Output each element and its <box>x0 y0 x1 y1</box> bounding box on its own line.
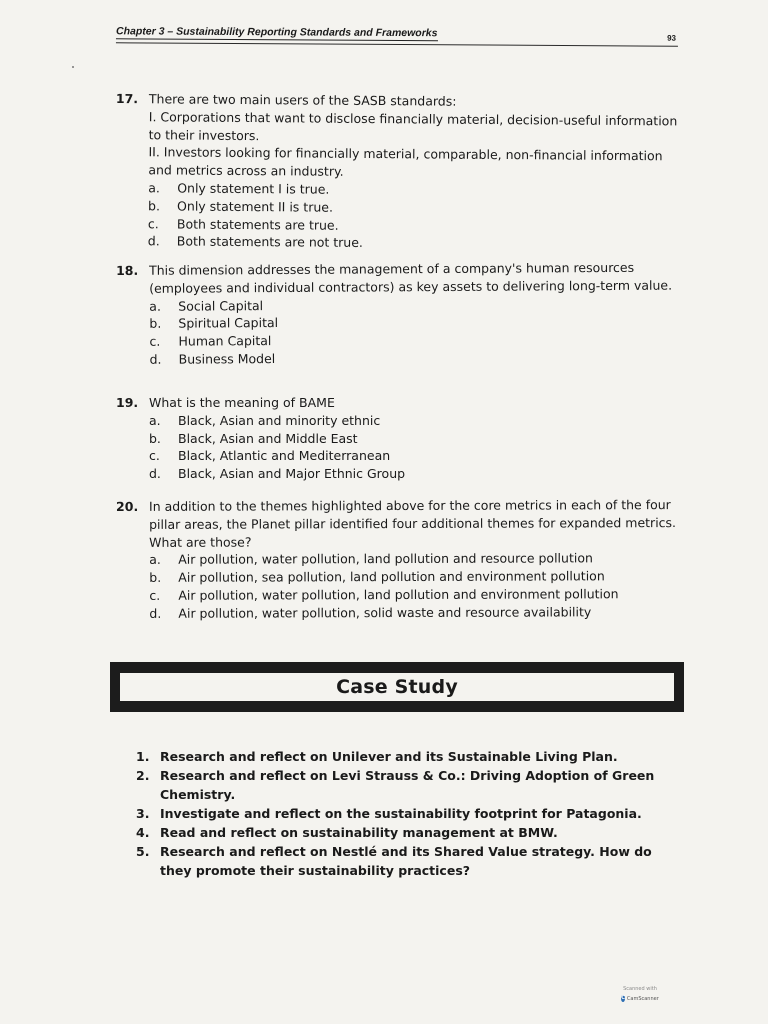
case-item-number: 2. <box>136 768 150 783</box>
case-study-item <box>136 842 676 880</box>
option-letter: c. <box>149 333 161 349</box>
option-letter: a. <box>149 552 161 568</box>
question-text: In addition to the themes highlighted above for the core metrics in each of the four pillar areas, the Planet pillar identified four additional themes for expanded metrics. What are those? <box>149 497 677 550</box>
options-list <box>148 179 682 254</box>
option-d <box>148 233 681 255</box>
case-item-text: Investigate and reflect on the sustainability footprint for Patagonia. <box>160 806 642 821</box>
case-study-list <box>136 747 676 880</box>
case-item-text: Read and reflect on sustainability management at BMW. <box>160 825 558 840</box>
case-study-item <box>136 747 676 766</box>
scanner-label: CamScanner <box>626 995 659 1002</box>
question-19 <box>116 394 682 483</box>
case-item-number: 4. <box>136 825 150 840</box>
option-text: Only statement I is true. <box>177 180 330 197</box>
option-letter: d. <box>149 605 162 621</box>
scanner-top-text: Scanned with <box>623 986 657 992</box>
option-letter: b. <box>148 198 161 214</box>
case-study-item <box>136 804 676 823</box>
option-letter: b. <box>149 430 161 446</box>
page-number: 93 <box>667 33 677 43</box>
option-c <box>149 447 682 465</box>
question-number: 20. <box>116 498 139 514</box>
option-text: Business Model <box>178 351 276 367</box>
option-letter: b. <box>149 570 162 586</box>
question-text: This dimension addresses the management of a company's human resources (employees and individual contractors) as key assets to delivering long-term value. <box>149 259 673 296</box>
option-b <box>149 430 682 448</box>
statement-1: I. Corporations that want to disclose financially material, decision-useful information to their investors. <box>148 109 678 143</box>
case-study-item <box>136 766 676 804</box>
case-item-text: Research and reflect on Nestlé and its Shared Value strategy. How do they promote their sustainability practices? <box>160 844 652 878</box>
option-text: Social Capital <box>178 297 264 314</box>
camscanner-logo-icon: C <box>621 995 625 1001</box>
scan-speck <box>72 66 74 68</box>
option-text: Black, Asian and Middle East <box>178 430 358 446</box>
question-number: 19. <box>116 395 139 410</box>
case-item-number: 5. <box>136 844 150 859</box>
option-text: Human Capital <box>178 333 272 349</box>
case-item-text: Research and reflect on Levi Strauss & Co.: Driving Adoption of Green Chemistry. <box>160 768 655 802</box>
option-letter: a. <box>149 412 161 428</box>
case-item-number: 3. <box>136 806 150 821</box>
question-number: 18. <box>116 262 139 278</box>
option-text: Air pollution, water pollution, land pollution and resource pollution <box>178 550 593 568</box>
option-b <box>149 567 682 587</box>
statement-2: II. Investors looking for financially material, comparable, non-financial information and metrics across an industry. <box>148 144 663 179</box>
question-20 <box>116 496 682 623</box>
option-letter: c. <box>149 587 161 603</box>
case-study-title: Case Study <box>336 676 458 698</box>
option-text: Spiritual Capital <box>178 315 279 332</box>
case-study-banner-inner <box>118 671 676 703</box>
option-d <box>150 348 683 369</box>
page-header <box>116 24 678 46</box>
option-letter: b. <box>149 316 162 332</box>
case-item-number: 1. <box>136 749 150 764</box>
option-letter: c. <box>147 215 159 231</box>
option-text: Only statement II is true. <box>177 198 334 215</box>
question-18 <box>116 259 683 369</box>
option-letter: d. <box>149 466 161 482</box>
options-list <box>149 412 682 483</box>
case-item-text: Research and reflect on Unilever and its Sustainable Living Plan. <box>160 749 618 764</box>
scanner-badge <box>622 995 658 1002</box>
option-letter: d. <box>149 351 162 367</box>
option-letter: a. <box>148 180 160 196</box>
option-text: Black, Asian and Major Ethnic Group <box>178 466 406 482</box>
question-number: 17. <box>115 90 139 107</box>
options-list <box>149 294 682 368</box>
case-study-banner <box>110 662 684 712</box>
option-text: Black, Atlantic and Mediterranean <box>178 448 391 464</box>
option-letter: d. <box>147 233 160 249</box>
option-d <box>149 465 682 483</box>
option-text: Black, Asian and minority ethnic <box>178 412 381 428</box>
option-text: Both statements are true. <box>176 216 339 233</box>
option-a <box>149 549 682 569</box>
option-text: Both statements are not true. <box>176 233 363 251</box>
option-text: Air pollution, sea pollution, land pollution and environment pollution <box>178 568 605 585</box>
option-letter: a. <box>149 298 161 314</box>
option-letter: c. <box>149 448 160 464</box>
chapter-title: Chapter 3 – Sustainability Reporting Standards and Frameworks <box>115 25 438 40</box>
scanner-watermark <box>622 986 658 1014</box>
options-list <box>149 549 682 622</box>
question-17 <box>115 90 682 255</box>
option-text: Air pollution, water pollution, solid waste and resource availability <box>178 604 592 621</box>
question-text: What is the meaning of BAME <box>149 395 335 410</box>
case-study-item <box>136 823 676 842</box>
option-a <box>149 412 682 430</box>
question-text: There are two main users of the SASB standards: <box>148 91 457 109</box>
option-text: Air pollution, water pollution, land pollution and environment pollution <box>178 586 619 603</box>
option-d <box>149 603 682 623</box>
option-c <box>149 585 682 605</box>
